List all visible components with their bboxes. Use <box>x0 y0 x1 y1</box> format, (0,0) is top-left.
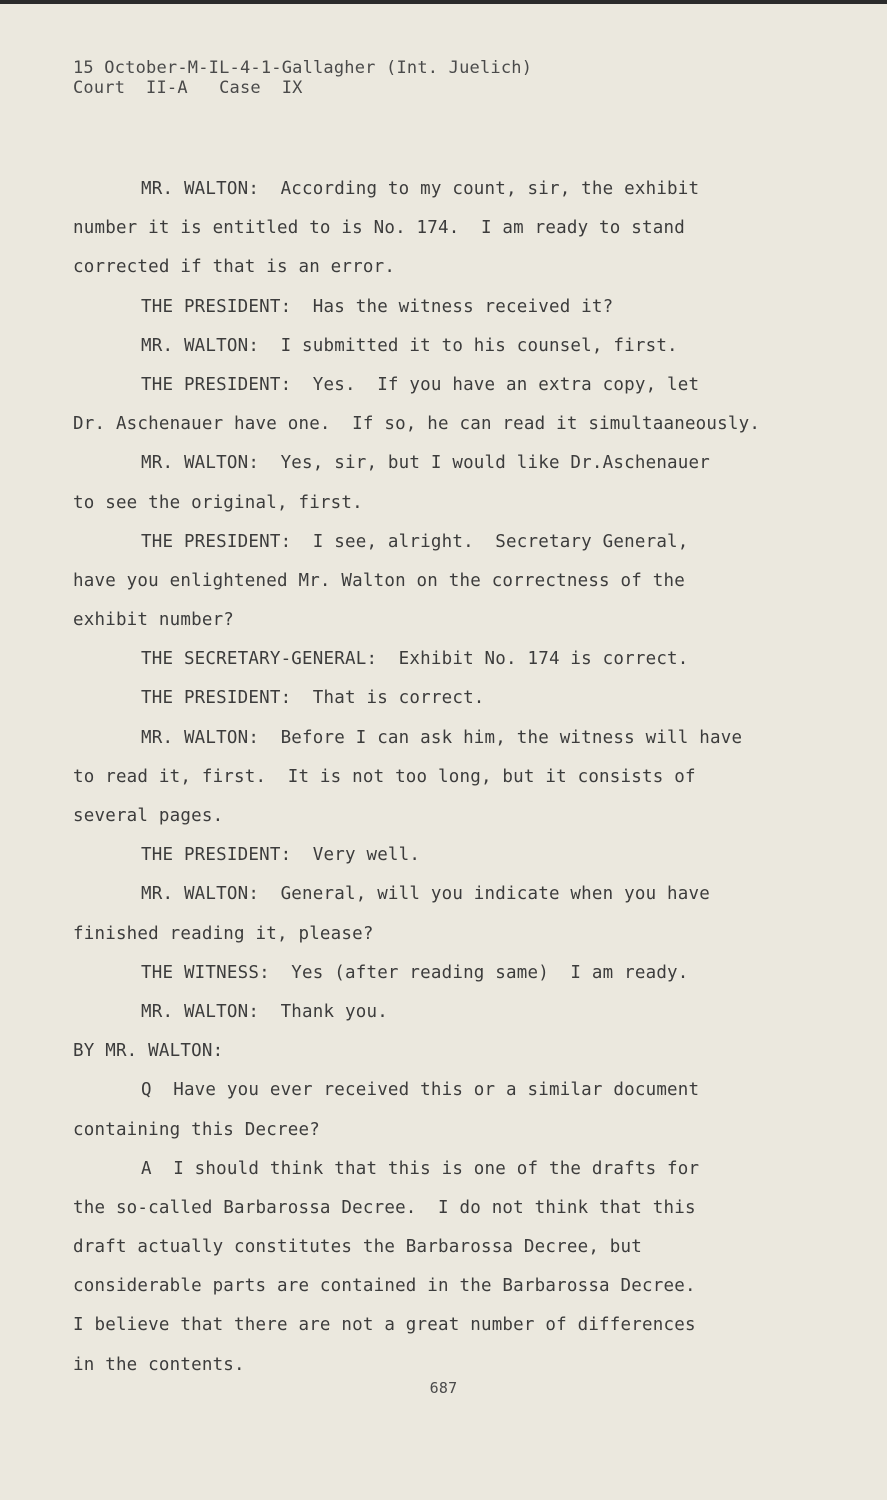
transcript-line: MR. WALTON: Thank you. <box>141 1001 388 1022</box>
transcript-line: THE WITNESS: Yes (after reading same) I am ready. <box>141 962 689 983</box>
transcript-line: MR. WALTON: According to my count, sir, the exhibit <box>141 179 700 199</box>
transcript-line: THE PRESIDENT: I see, alright. Secretary General, <box>141 531 689 552</box>
page-number: 687 <box>429 1379 458 1397</box>
transcript-line: finished reading it, please? <box>73 923 374 944</box>
transcript-line: I believe that there are not a great number of differences <box>73 1315 696 1336</box>
transcript-line: containing this Decree? <box>73 1119 320 1140</box>
transcript-line: Dr. Aschenauer have one. If so, he can read it simultaaneously. <box>73 414 761 435</box>
page-top-edge <box>0 0 887 4</box>
header-court-line: Court II-A Case IX <box>73 78 303 98</box>
transcript-line: THE PRESIDENT: Yes. If you have an extra copy, let <box>141 374 700 395</box>
page-header <box>73 58 532 98</box>
transcript-line: Q Have you ever received this or a similar document <box>141 1080 700 1101</box>
transcript-line: considerable parts are contained in the Barbarossa Decree. <box>73 1276 696 1297</box>
transcript-body <box>73 170 833 1385</box>
transcript-line: MR. WALTON: I submitted it to his counsel, first. <box>141 335 678 356</box>
transcript-line: THE SECRETARY-GENERAL: Exhibit No. 174 is correct. <box>141 649 689 670</box>
transcript-line: in the contents. <box>73 1354 245 1375</box>
transcript-line: several pages. <box>73 806 224 826</box>
transcript-line: THE PRESIDENT: Very well. <box>141 845 421 866</box>
transcript-line: the so-called Barbarossa Decree. I do not think that this <box>73 1197 696 1218</box>
transcript-line: exhibit number? <box>73 610 235 631</box>
transcript-line: MR. WALTON: General, will you indicate when you have <box>141 884 711 905</box>
transcript-line: THE PRESIDENT: Has the witness received it? <box>141 296 614 317</box>
transcript-line: have you enlightened Mr. Walton on the correctness of the <box>73 570 685 591</box>
transcript-line: draft actually constitutes the Barbarossa Decree, but <box>73 1237 643 1258</box>
transcript-line: number it is entitled to is No. 174. I am ready to stand <box>73 218 685 239</box>
transcript-line: MR. WALTON: Before I can ask him, the witness will have <box>141 727 743 748</box>
transcript-line: A I should think that this is one of the drafts for <box>141 1158 700 1179</box>
transcript-line: to see the original, first. <box>73 492 363 513</box>
header-session-line: 15 October-M-IL-4-1-Gallagher (Int. Juelich) <box>73 58 533 78</box>
transcript-line: MR. WALTON: Yes, sir, but I would like Dr.Aschenauer <box>141 453 711 474</box>
transcript-line: BY MR. WALTON: <box>73 1041 224 1062</box>
transcript-line: THE PRESIDENT: That is correct. <box>141 688 485 709</box>
transcript-line: corrected if that is an error. <box>73 257 396 278</box>
transcript-line: to read it, first. It is not too long, but it consists of <box>73 766 696 787</box>
